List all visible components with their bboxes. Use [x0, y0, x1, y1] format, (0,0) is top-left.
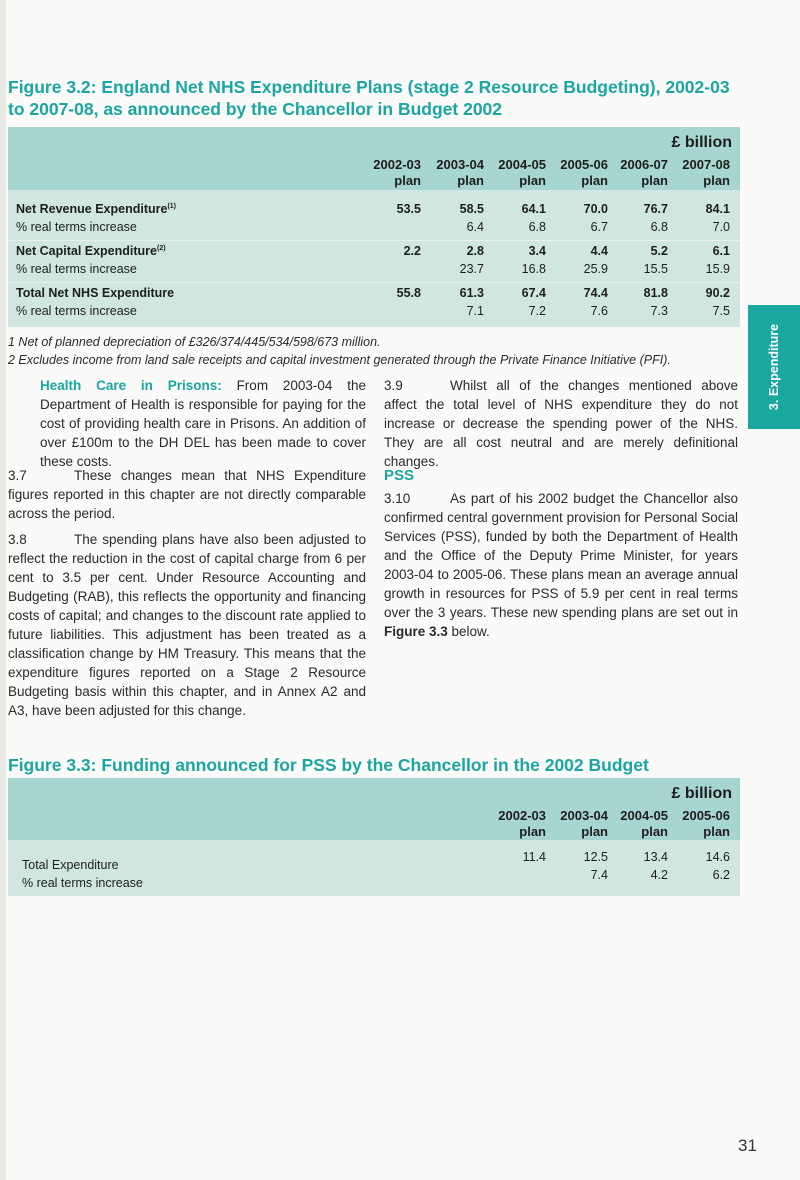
footnote-2: 2 Excludes income from land sale receipts and capital investment generated through the Private Finance Initiative (PFI). — [8, 353, 671, 367]
table-cell: 25.9 — [583, 262, 608, 276]
table-cell: 6.8 — [528, 220, 546, 234]
table-cell: 6.1 — [712, 244, 730, 258]
figure-3-3-title: Figure 3.3: Funding announced for PSS by the Chancellor in the 2002 Budget — [8, 755, 649, 775]
figure-3-3-reference: Figure 3.3 — [384, 624, 448, 639]
table-cell: 6.7 — [590, 220, 608, 234]
table-cell: 7.4 — [590, 868, 608, 882]
table-cell: 2.8 — [466, 244, 484, 258]
table-cell: 5.2 — [650, 244, 668, 258]
table-cell: 7.6 — [590, 304, 608, 318]
table-cell: 7.5 — [712, 304, 730, 318]
table-cell: 58.5 — [459, 202, 484, 216]
table-cell: 6.8 — [650, 220, 668, 234]
table-cell: 23.7 — [459, 262, 484, 276]
row-divider — [8, 282, 740, 283]
table-cell: 7.3 — [650, 304, 668, 318]
table-cell: 7.1 — [466, 304, 484, 318]
section-tab-label: 3. Expenditure — [767, 323, 781, 411]
column-header: 2007-08 plan — [682, 157, 730, 188]
column-header: 2004-05 plan — [498, 157, 546, 188]
table-cell: 7.2 — [528, 304, 546, 318]
table-cell: 70.0 — [583, 202, 608, 216]
table-cell: 15.5 — [643, 262, 668, 276]
table-cell: 6.2 — [712, 868, 730, 882]
table-cell: 6.4 — [466, 220, 484, 234]
table-cell: 61.3 — [459, 286, 484, 300]
column-header: 2005-06 plan — [560, 157, 608, 188]
table-cell: 2.2 — [403, 244, 421, 258]
row-label: Total Expenditure — [22, 858, 119, 872]
table-cell: 12.5 — [583, 850, 608, 864]
table-cell: 67.4 — [521, 286, 546, 300]
table-cell: 53.5 — [396, 202, 421, 216]
unit-label: £ billion — [671, 785, 732, 802]
table-cell: 74.4 — [583, 286, 608, 300]
column-header: 2005-06 plan — [682, 808, 730, 839]
paragraph-prisons: Health Care in Prisons: From 2003-04 the Department of Health is responsible for paying for the cost of providing health care in Prisons. An addition of over £100m to the DH DEL has been made to cover these costs. — [40, 378, 367, 469]
row-label: Net Revenue Expenditure$^{(1)}$ — [16, 202, 176, 216]
column-header: 2002-03 plan — [373, 157, 421, 188]
row-label: Net Capital Expenditure$^{(2)}$ — [16, 244, 166, 258]
column-header: 2003-04 plan — [560, 808, 608, 839]
row-label: % real terms increase — [22, 876, 143, 890]
table-cell: 90.2 — [705, 286, 730, 300]
section-tab[interactable] — [748, 305, 800, 429]
page-edge — [0, 0, 6, 1180]
column-header: 2003-04 plan — [436, 157, 484, 188]
table-cell: 7.0 — [712, 220, 730, 234]
paragraph-3-7: 3.7 These changes mean that NHS Expenditure figures reported in this chapter are not directly comparable across the period. — [8, 468, 366, 521]
footnote-1: 1 Net of planned depreciation of £326/374/445/534/598/673 million. — [8, 335, 381, 349]
row-label: % real terms increase — [16, 262, 137, 276]
table-cell: 84.1 — [705, 202, 730, 216]
pss-heading: PSS — [384, 467, 415, 484]
paragraph-3-8: 3.8 The spending plans have also been adjusted to reflect the reduction in the cost of capital charge from 6 per cent to 3.5 per cent. Under Resource Accounting and Budgeting (RAB), this reflects the opportunity and financing costs of capital; and changes to the discount rate applied to future liabilities. This adjustment has been treated as a classification change by HM Treasury. This means that the expenditure figures reported on a Stage 2 Resource Budgeting basis within this chapter, and in Annex A2 and A3, have been adjusted for this change. — [8, 532, 366, 718]
table-cell: 4.4 — [590, 244, 608, 258]
column-header: 2006-07 plan — [620, 157, 668, 188]
table-cell: 16.8 — [521, 262, 546, 276]
table-cell: 13.4 — [643, 850, 668, 864]
page-number: 31 — [738, 1136, 757, 1155]
row-label: % real terms increase — [16, 220, 137, 234]
table-cell: 81.8 — [643, 286, 668, 300]
table-cell: 14.6 — [705, 850, 730, 864]
paragraph-3-9: 3.9 Whilst all of the changes mentioned above affect the total level of NHS expenditure they do not increase or decrease the spending power of the NHS. They are all cost neutral and are merely definitional changes. — [384, 378, 738, 469]
row-divider — [8, 240, 740, 241]
table-cell: 55.8 — [396, 286, 421, 300]
column-header: 2004-05 plan — [620, 808, 668, 839]
row-label: % real terms increase — [16, 304, 137, 318]
paragraph-3-10: 3.10 As part of his 2002 budget the Chancellor also confirmed central government provision for Personal Social Services (PSS), funded by both the Department of Health and the Office of the Deputy Prime Minister, for years 2003-04 to 2005-06. These plans mean an average annual growth in resources for PSS of 5.9 per cent in real terms over the 3 years. These new spending plans are set out in Figure 3.3 below. — [384, 491, 738, 639]
table-cell: 3.4 — [528, 244, 546, 258]
unit-label: £ billion — [671, 134, 732, 151]
table-cell: 76.7 — [643, 202, 668, 216]
table-cell: 64.1 — [521, 202, 546, 216]
figure-3-3-table — [8, 778, 740, 896]
row-label: Total Net NHS Expenditure — [16, 286, 175, 300]
table-cell: 11.4 — [522, 850, 546, 864]
figure-3-2-title: Figure 3.2: England Net NHS Expenditure Plans (stage 2 Resource Budgeting), 2002-03 to 2007-08, as announced by the Chancellor in Budget 2002 — [8, 77, 730, 119]
table-cell: 15.9 — [705, 262, 730, 276]
column-header: 2002-03 plan — [498, 808, 546, 839]
table-cell: 4.2 — [650, 868, 668, 882]
figure-3-2-table — [8, 127, 740, 327]
